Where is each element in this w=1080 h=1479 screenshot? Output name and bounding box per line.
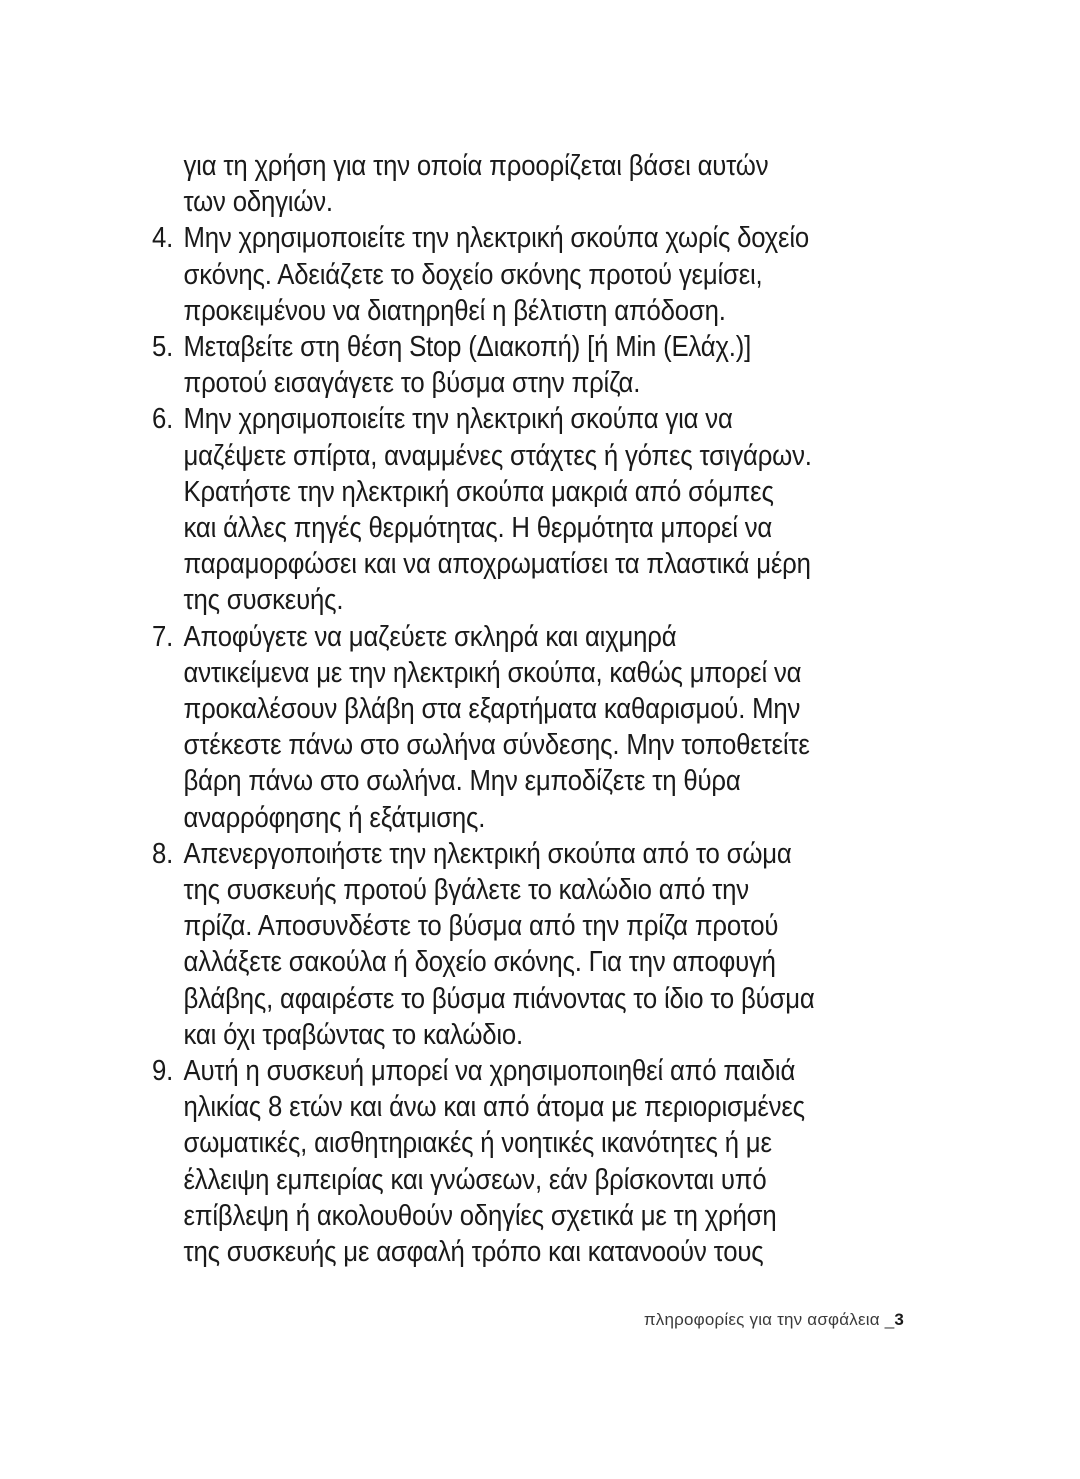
list-item-9 bbox=[152, 1053, 913, 1270]
item-line: Αυτή η συσκευή μπορεί να χρησιμοποιηθεί από παιδιά bbox=[183, 1055, 796, 1088]
item-line: αναρρόφησης ή εξάτμισης. bbox=[183, 801, 486, 834]
item-number: 7. bbox=[152, 620, 174, 653]
item-line: της συσκευής με ασφαλή τρόπο και κατανοούν τους bbox=[183, 1236, 764, 1269]
item-line: πρίζα. Αποσυνδέστε το βύσμα από την πρίζα προτού bbox=[183, 910, 779, 943]
page-footer bbox=[644, 1310, 904, 1330]
item-number: 6. bbox=[152, 403, 174, 436]
intro-text bbox=[152, 148, 913, 220]
list-item-7 bbox=[152, 619, 913, 836]
intro-line: για τη χρήση για την οποία προορίζεται βάσει αυτών bbox=[183, 150, 769, 182]
item-number: 9. bbox=[152, 1055, 174, 1088]
item-line: σωματικές, αισθητηριακές ή νοητικές ικανότητες ή με bbox=[183, 1127, 772, 1160]
intro-line: των οδηγιών. bbox=[183, 186, 333, 219]
item-line: Κρατήστε την ηλεκτρική σκούπα μακριά από σόμπες bbox=[183, 475, 774, 508]
item-line: προτού εισαγάγετε το βύσμα στην πρίζα. bbox=[183, 367, 641, 400]
list-item-8 bbox=[152, 836, 913, 1053]
item-number: 5. bbox=[152, 331, 174, 364]
list-item-5 bbox=[152, 329, 913, 401]
item-line: της συσκευής. bbox=[183, 584, 344, 617]
item-line: Μεταβείτε στη θέση Stop (Διακοπή) [ή Min (Ελάχ.)] bbox=[183, 331, 752, 364]
page-body bbox=[152, 148, 913, 1270]
item-line: ηλικίας 8 ετών και άνω και από άτομα με περιορισμένες bbox=[183, 1091, 805, 1124]
item-line: Απενεργοποιήστε την ηλεκτρική σκούπα από το σώμα bbox=[183, 837, 792, 870]
item-line: βάρη πάνω στο σωλήνα. Μην εμποδίζετε τη θύρα bbox=[183, 765, 741, 798]
item-line: προκειμένου να διατηρηθεί η βέλτιστη απόδοση. bbox=[183, 294, 726, 327]
item-line: της συσκευής προτού βγάλετε το καλώδιο από την bbox=[183, 874, 749, 907]
item-line: έλλειψη εμπειρίας και γνώσεων, εάν βρίσκονται υπό bbox=[183, 1163, 767, 1196]
item-line: επίβλεψη ή ακολουθούν οδηγίες σχετικά με τη χρήση bbox=[183, 1199, 777, 1232]
item-line: και όχι τραβώντας το καλώδιο. bbox=[183, 1018, 524, 1051]
item-line: Αποφύγετε να μαζεύετε σκληρά και αιχμηρά bbox=[183, 620, 677, 653]
item-line: Μην χρησιμοποιείτε την ηλεκτρική σκούπα για να bbox=[183, 403, 733, 436]
item-line: Μην χρησιμοποιείτε την ηλεκτρική σκούπα χωρίς δοχείο bbox=[183, 222, 810, 255]
item-line: αλλάξετε σακούλα ή δοχείο σκόνης. Για την αποφυγή bbox=[183, 946, 776, 979]
item-line: και άλλες πηγές θερμότητας. Η θερμότητα μπορεί να bbox=[183, 512, 773, 545]
item-number: 8. bbox=[152, 837, 174, 870]
list-item-6 bbox=[152, 401, 913, 618]
item-line: βλάβης, αφαιρέστε το βύσμα πιάνοντας το ίδιο το βύσμα bbox=[183, 982, 815, 1015]
item-line: αντικείμενα με την ηλεκτρική σκούπα, καθώς μπορεί να bbox=[183, 656, 802, 689]
item-line: σκόνης. Αδειάζετε το δοχείο σκόνης προτού γεμίσει, bbox=[183, 258, 763, 291]
item-line: παραμορφώσει και να αποχρωματίσει τα πλαστικά μέρη bbox=[183, 548, 811, 581]
item-line: στέκεστε πάνω στο σωλήνα σύνδεσης. Μην τοποθετείτε bbox=[183, 729, 810, 762]
page-number: 3 bbox=[894, 1310, 904, 1329]
footer-section-title: πληροφορίες για την ασφάλεια _ bbox=[643, 1310, 895, 1329]
list-item-4 bbox=[152, 220, 913, 329]
item-line: προκαλέσουν βλάβη στα εξαρτήματα καθαρισμού. Μην bbox=[183, 693, 801, 726]
item-number: 4. bbox=[152, 222, 174, 255]
item-line: μαζέψετε σπίρτα, αναμμένες στάχτες ή γόπες τσιγάρων. bbox=[183, 439, 812, 472]
